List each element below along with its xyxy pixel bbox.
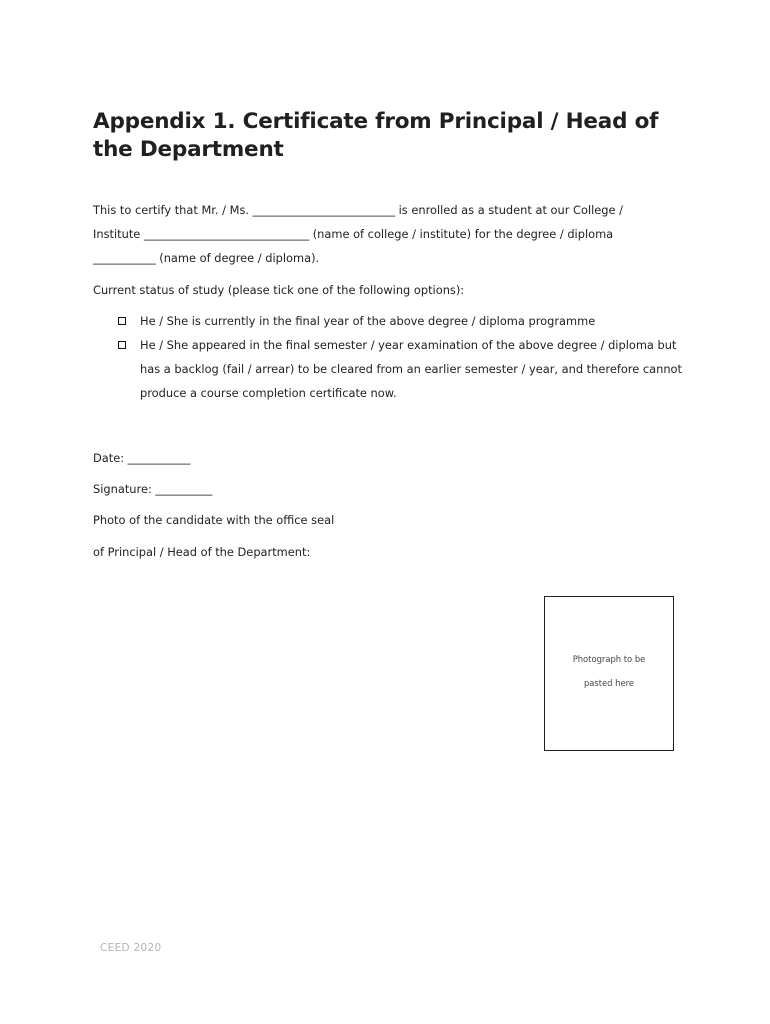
- option-2-line-3: produce a course completion certificate now.: [140, 386, 397, 400]
- photo-box-text-1: Photograph to be: [572, 654, 646, 664]
- document-title: Appendix 1. Certificate from Principal / Head of the Department: [93, 109, 659, 162]
- option-1-checkbox[interactable]: [118, 317, 126, 325]
- date-field: Date: ___________: [93, 451, 191, 465]
- certify-line-2: Institute _____________________________ (name of college / institute) for the degree / diploma: [93, 227, 614, 241]
- certify-line-3: ___________ (name of degree / diploma).: [93, 251, 320, 265]
- certify-line-1: This to certify that Mr. / Ms. _________________________ is enrolled as a student at our College /: [93, 203, 623, 217]
- photo-box-text-2: pasted here: [583, 678, 635, 688]
- option-1-line-1: He / She is currently in the final year of the above degree / diploma programme: [140, 314, 596, 328]
- photo-caption-line-1: Photo of the candidate with the office seal: [93, 513, 335, 527]
- signature-field: Signature: __________: [93, 482, 213, 496]
- photo-caption-line-2: of Principal / Head of the Department:: [93, 545, 311, 559]
- option-2-line-2: has a backlog (fail / arrear) to be cleared from an earlier semester / year, and therefore cannot: [140, 362, 682, 376]
- status-prompt: Current status of study (please tick one of the following options):: [93, 283, 465, 297]
- option-2-checkbox[interactable]: [118, 341, 126, 349]
- footer-text: CEED 2020: [100, 942, 162, 954]
- photograph-box: [544, 596, 674, 751]
- option-2-line-1: He / She appeared in the final semester / year examination of the above degree / diploma but: [140, 338, 677, 352]
